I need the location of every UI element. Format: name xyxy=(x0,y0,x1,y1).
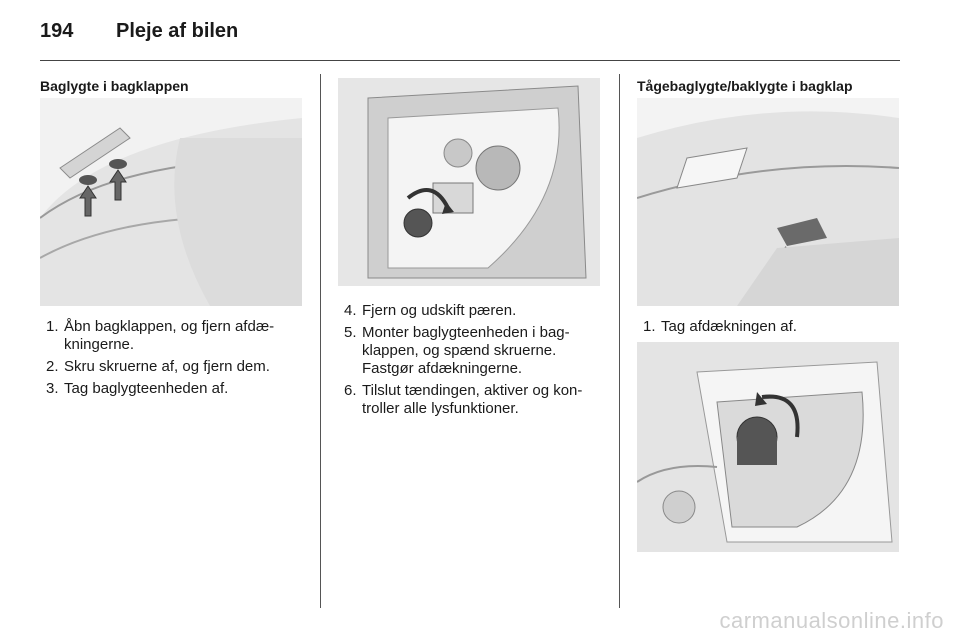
page-header xyxy=(40,20,900,61)
list-item: 6. Tilslut tændingen, aktiver og kon- troller alle lysfunktioner. xyxy=(344,382,583,417)
illustration-fog-bulb xyxy=(637,342,899,552)
steps-list-col1 xyxy=(40,318,310,402)
illustration-lamp-unit xyxy=(338,78,600,286)
column-divider xyxy=(619,74,620,608)
list-item: 5. Monter baglygteenheden i bag- klappen, og spænd skruerne. Fastgør afdækningerne. xyxy=(344,324,570,377)
list-item: 4. Fjern og udskift pæren. xyxy=(344,302,517,319)
page-number: 194 xyxy=(40,20,74,42)
section-title-fog-light: Tågebaglygte/baklygte i bagklap xyxy=(637,78,853,94)
illustration-tailgate-covers xyxy=(40,98,302,306)
list-item: 2. Skru skruerne af, og fjern dem. xyxy=(46,358,270,375)
list-item: 1. Åbn bagklappen, og fjern afdæ- kningerne. xyxy=(46,318,275,353)
watermark: carmanualsonline.info xyxy=(719,608,944,633)
list-item: 1. Tag afdækningen af. xyxy=(643,318,797,335)
page-title: Pleje af bilen xyxy=(116,20,239,42)
steps-list-col2 xyxy=(338,302,608,422)
column-divider xyxy=(320,74,321,608)
steps-list-col3 xyxy=(637,318,899,340)
section-title-tail-light: Baglygte i bagklappen xyxy=(40,78,189,94)
illustration-fog-cover xyxy=(637,98,899,306)
list-item: 3. Tag baglygteenheden af. xyxy=(46,380,229,397)
